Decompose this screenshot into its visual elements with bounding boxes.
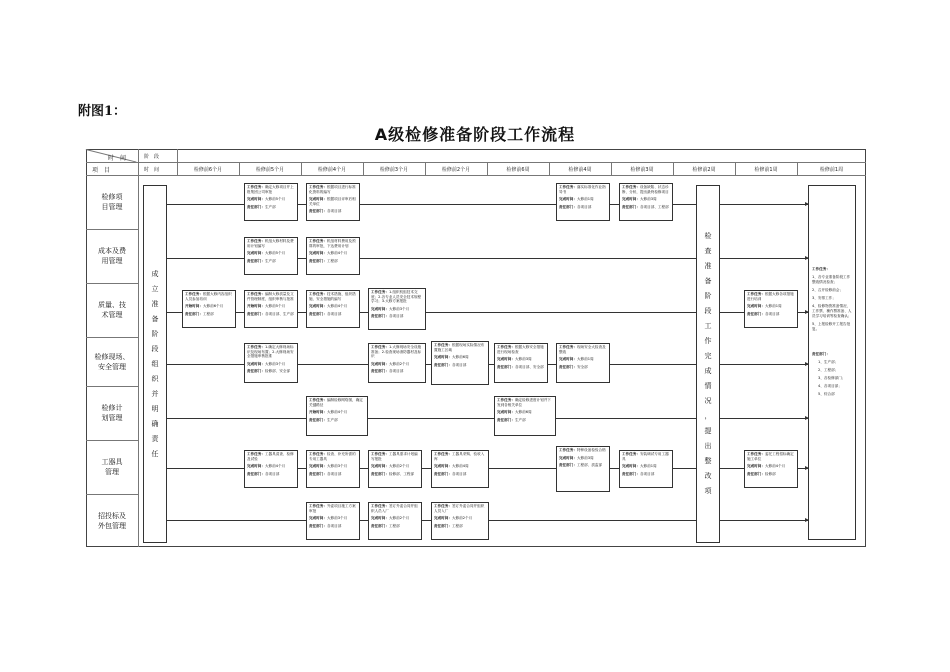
vertical-char: 阶 xyxy=(704,292,712,300)
flow-arrow xyxy=(720,204,808,205)
row-divider xyxy=(86,283,138,284)
end-resp-title: 责任部门： xyxy=(812,352,830,356)
vertical-char: 备 xyxy=(704,277,712,285)
task-resp: 责任部门：各项目部 xyxy=(434,362,467,367)
task-resp: 责任部门：检修部 xyxy=(747,471,776,476)
time-sub-label: 时 间 xyxy=(144,167,160,173)
vertical-char: 成 xyxy=(151,269,159,278)
row-label: 检修项 目管理 xyxy=(101,193,123,211)
task-box xyxy=(306,237,360,275)
task-done-time: 完成时间：大修前1周 xyxy=(622,464,657,469)
task-resp: 责任部门：安全部 xyxy=(559,364,588,369)
task-text: 工作任务：根据现场实际情况布置施工区域 xyxy=(434,343,485,352)
vertical-char: 完 xyxy=(704,352,712,360)
task-box xyxy=(244,343,298,383)
task-done-time: 完成时间：大修前4周 xyxy=(434,464,469,469)
vertical-char: 工 xyxy=(704,322,712,330)
task-done-time: 完成时间：大修前3个月 xyxy=(309,464,348,469)
column-header: 检修前1周 xyxy=(754,167,778,173)
vertical-char: 作 xyxy=(704,337,712,345)
task-text: 工作任务：1.确定大修现场标识及现场布置；2.大修现场安全措施审核批准 xyxy=(247,345,294,359)
task-done-time: 完成时间：大修前3个月 xyxy=(309,516,348,521)
task-resp: 责任部门：各项目部、安全部 xyxy=(497,364,544,369)
task-box xyxy=(244,450,298,488)
column-header: 检修前2周 xyxy=(692,167,716,173)
task-box xyxy=(431,341,489,385)
task-text: 工作任务：编制检修网络图，确定关键路径 xyxy=(309,398,363,407)
task-resp: 责任部门：工程部 xyxy=(434,523,463,528)
phase-label: 阶 段 xyxy=(144,154,160,160)
task-box xyxy=(306,183,360,221)
task-done-time: 完成时间：大修前2个月 xyxy=(371,516,410,521)
task-text: 工作任务：检查、补充所需的专用工器具 xyxy=(309,452,356,461)
task-text: 工作任务：根据项目进行标准化资料的编写 xyxy=(309,185,356,194)
flow-arrow xyxy=(720,418,808,419)
attachment-label: 附图1： xyxy=(78,104,127,119)
task-resp: 责任部门：生产部 xyxy=(309,417,338,422)
task-box xyxy=(619,450,673,488)
vertical-char: ， xyxy=(704,412,712,420)
task-resp: 责任部门：各项目部 xyxy=(434,471,467,476)
task-resp: 责任部门：各项目部 xyxy=(371,314,404,319)
task-box xyxy=(368,450,422,488)
column-header: 检修前4个月 xyxy=(317,167,347,173)
task-text: 工作任务：工器具需求计划编写报批 xyxy=(371,452,418,461)
task-text: 工作任务：签订外委合同并组织人员入厂 xyxy=(434,504,485,513)
task-done-time: 完成时间：大修前6周 xyxy=(497,410,532,415)
right-phase-box xyxy=(696,185,720,543)
task-text: 工作任务：签订外委合同并组织人员入厂 xyxy=(371,504,418,513)
task-text: 工作任务：外委项目施工方案审批 xyxy=(309,504,356,513)
task-done-time: 完成时间：大修前4个月 xyxy=(747,464,786,469)
vertical-char: 情 xyxy=(704,382,712,390)
vertical-char: 阶 xyxy=(151,329,159,338)
task-start-time: 开始时间：大修前5个月 xyxy=(247,304,286,309)
column-header: 检修前6个月 xyxy=(193,167,223,173)
end-content-title: 工作任务： xyxy=(812,267,830,271)
task-resp: 责任部门：各项目部 xyxy=(559,204,592,209)
task-done-time: 完成时间：大修前3个月 xyxy=(371,306,410,311)
task-text: 工作任务：设备缺陷、状态诊断、分析，提出最终检修项目 xyxy=(622,185,669,194)
task-text: 工作任务：安装调试专用工器具 xyxy=(622,452,669,461)
end-resp-list xyxy=(812,360,852,397)
task-done-time: 完成时间：大修前3个月 xyxy=(247,361,286,366)
task-done-time: 完成时间：大修前3周 xyxy=(622,197,657,202)
task-resp: 责任部门：各项目部 xyxy=(247,471,280,476)
vertical-char: 责 xyxy=(151,434,159,443)
task-resp: 责任部门：检修部、安全部 xyxy=(247,369,291,374)
task-done-time: 完成时间：大修前4个月 xyxy=(309,251,348,256)
end-resp-item: 3、各检修部门； xyxy=(818,376,846,380)
task-resp: 责任部门：检修部、工程部 xyxy=(371,471,415,476)
vertical-char: 明 xyxy=(151,404,159,413)
row-label: 检修计 划管理 xyxy=(101,404,123,422)
vertical-char: 确 xyxy=(151,419,159,428)
row-divider xyxy=(86,494,138,495)
vertical-char: 组 xyxy=(151,359,159,368)
task-resp: 责任部门：各项目部 xyxy=(309,209,342,214)
row-label: 检修现场、 安全管理 xyxy=(94,352,130,371)
vertical-char: 况 xyxy=(704,397,712,405)
task-resp: 责任部门：工程部、质监部 xyxy=(559,463,603,468)
vertical-char: 准 xyxy=(151,299,159,308)
left-phase-box xyxy=(143,185,167,543)
task-box xyxy=(306,396,368,436)
vertical-char: 准 xyxy=(704,262,712,270)
vertical-char: 段 xyxy=(704,307,712,315)
task-resp: 责任部门：工程部 xyxy=(309,258,338,263)
task-text: 工作任务：机组大修材料及费用计划编写 xyxy=(247,239,294,248)
task-box xyxy=(368,343,426,383)
vertical-char: 检 xyxy=(704,232,712,240)
flow-line xyxy=(167,418,696,419)
row-label: 成本及费 用管理 xyxy=(98,247,126,265)
task-start-time: 开始时间：大修前6个月 xyxy=(185,304,224,309)
task-box xyxy=(556,343,610,383)
vertical-char: 出 xyxy=(704,442,712,450)
task-done-time: 完成时间：大修前1周 xyxy=(559,197,594,202)
task-text: 工作任务：根据大修安全措施进行现场检查 xyxy=(497,345,544,354)
flow-arrow xyxy=(720,258,808,259)
end-resp-item: 2、工程部； xyxy=(818,368,839,372)
task-box xyxy=(556,446,610,492)
task-done-time: 完成时间：大修前4个月 xyxy=(309,304,348,309)
item-label: 项 目 xyxy=(92,167,111,174)
end-resp-item: 5、综合部 xyxy=(818,392,835,396)
task-text: 工作任务：确定大修项目并上报集团公司审批 xyxy=(247,185,294,194)
row-divider xyxy=(86,229,138,230)
task-box xyxy=(494,396,556,436)
vertical-char: 任 xyxy=(151,449,159,458)
task-box xyxy=(244,237,298,275)
end-resp-item: 4、各项目部； xyxy=(818,384,842,388)
vertical-char: 立 xyxy=(151,284,159,293)
task-done-time: 完成时间：大修前5个月 xyxy=(247,197,286,202)
column-header: 检修前4周 xyxy=(568,167,592,173)
row-label: 质量、技 术管理 xyxy=(98,301,126,319)
task-resp: 责任部门：各项目部 xyxy=(309,471,342,476)
task-box xyxy=(182,290,236,328)
task-resp: 责任部门：各项目部、工程部 xyxy=(622,204,669,209)
task-text: 工作任务：工器具采购、验收入库 xyxy=(434,452,485,461)
task-start-time: 开始时间：大修前4个月 xyxy=(309,410,348,415)
vertical-char: 改 xyxy=(704,472,712,480)
task-text: 工作任务：1.组织机组技术交底；2.各专业人员安全技术规程学习；3.大修方案报批 xyxy=(371,290,422,304)
task-done-time: 完成时间：大修前1周 xyxy=(559,357,594,362)
task-text: 工作任务：委托工程招标确定施工单位 xyxy=(747,452,794,461)
task-box xyxy=(431,450,489,488)
task-resp: 责任部门：各项目部 xyxy=(622,471,655,476)
task-done-time: 完成时间：大修前2个月 xyxy=(434,516,473,521)
task-done-time: 完成时间：大修前6周 xyxy=(434,355,469,360)
row-divider xyxy=(86,440,138,441)
flow-arrow xyxy=(720,364,808,365)
end-content-item: 5、上报检修开工报告批复。 xyxy=(812,322,851,331)
task-box xyxy=(494,343,548,383)
task-box xyxy=(244,183,298,221)
header-divider-mid xyxy=(86,162,866,163)
vertical-char: 提 xyxy=(704,427,712,435)
task-box xyxy=(368,288,426,330)
row-label: 招投标及 外包管理 xyxy=(98,511,126,530)
task-box xyxy=(306,450,360,488)
task-resp: 责任部门：各项目部 xyxy=(309,523,342,528)
task-resp: 责任部门：工程部 xyxy=(185,311,214,316)
header-divider-bottom xyxy=(86,175,866,176)
vertical-char: 并 xyxy=(151,389,159,398)
column-header: 检修前3周 xyxy=(630,167,654,173)
task-text: 工作任务：工器具清查、检修及试验 xyxy=(247,452,294,461)
column-header: 检修前6周 xyxy=(506,167,530,173)
task-resp: 责任部门：生产部 xyxy=(497,417,526,422)
end-content-item: 4、检修物资准备情况、工作票、操作票准备、人员学习培训等检查确认； xyxy=(812,304,852,318)
task-box xyxy=(619,183,673,221)
task-text: 工作任务：编制大修质量及文件管理制度，组织审核与批准 xyxy=(247,292,294,301)
row-divider xyxy=(86,337,138,338)
task-box xyxy=(244,290,298,328)
end-content-list xyxy=(812,275,852,332)
column-divider xyxy=(177,149,178,162)
vertical-char: 备 xyxy=(151,314,159,323)
task-resp: 责任部门：各项目部 xyxy=(747,311,780,316)
column-header: 检修前3个月 xyxy=(379,167,409,173)
task-resp: 责任部门：各项目部 xyxy=(309,311,342,316)
end-resp-item: 1、生产部； xyxy=(818,360,839,364)
task-text: 工作任务：1.大修现场安全设施准备；2.检查现场消防器材及标识 xyxy=(371,345,422,359)
task-box xyxy=(368,502,422,540)
end-content-item: 1、各专业准备阶段工作整改情况检查； xyxy=(812,275,851,284)
task-done-time: 完成时间：大修前1周 xyxy=(747,304,782,309)
task-done-time: 完成时间：大修前2个月 xyxy=(371,361,410,366)
end-content-item: 3、安排工作； xyxy=(812,296,836,300)
vertical-char: 项 xyxy=(704,487,712,495)
task-box xyxy=(306,290,360,328)
task-text: 工作任务：落实标准化作业指导书 xyxy=(559,185,606,194)
vertical-char: 成 xyxy=(704,367,712,375)
vertical-char: 段 xyxy=(151,344,159,353)
column-header: 检修前2个月 xyxy=(441,167,471,173)
end-summary-box xyxy=(808,185,856,540)
row-divider xyxy=(86,386,138,387)
task-box xyxy=(744,290,798,328)
column-header: 检修前1周 xyxy=(819,167,844,173)
task-box xyxy=(744,450,798,488)
flow-arrow xyxy=(720,520,808,521)
task-resp: 责任部门：各项目部、生产部 xyxy=(247,311,294,316)
task-text: 工作任务：技术措施、组织措施、安全措施的编写 xyxy=(309,292,356,301)
time-label: 时 间 xyxy=(108,155,127,162)
task-box xyxy=(556,183,610,221)
task-box xyxy=(306,502,360,540)
task-done-time: 完成时间：大修前5个月 xyxy=(247,251,286,256)
end-content-item: 2、召开检修前会； xyxy=(812,288,844,292)
task-done-time: 完成时间：大修前3周 xyxy=(497,357,532,362)
row-label: 工器具 管理 xyxy=(101,458,123,476)
task-resp: 责任部门：生产部 xyxy=(247,204,276,209)
task-resp: 责任部门：各项目部 xyxy=(371,369,404,374)
task-box xyxy=(431,502,489,540)
task-done-time: 完成时间：大修前2个月 xyxy=(371,464,410,469)
task-text: 工作任务：特种设备检验合格 xyxy=(559,448,606,452)
task-done-time: 完成时间：大修前4个月 xyxy=(247,464,286,469)
vertical-char: 查 xyxy=(704,247,712,255)
page-title: A级检修准备阶段工作流程 xyxy=(374,125,576,144)
vertical-char: 整 xyxy=(704,457,712,465)
task-text: 工作任务：根据大修各项措施进行培训 xyxy=(747,292,794,301)
vertical-char: 织 xyxy=(151,374,159,383)
column-header: 检修前5个月 xyxy=(255,167,285,173)
task-resp: 责任部门：生产部 xyxy=(247,258,276,263)
task-text: 工作任务：确定检修进度计划并下发到各相关单位 xyxy=(497,398,551,407)
label-col-divider xyxy=(138,149,139,547)
task-done-time: 完成时间：根据项目评审后相关单位 xyxy=(309,197,356,206)
task-text: 工作任务：机组材料费用及预算的审批，下达费用计划 xyxy=(309,239,356,248)
task-text: 工作任务：根据大修内容组织人员参加培训 xyxy=(185,292,232,301)
task-resp: 责任部门：工程部 xyxy=(371,523,400,528)
task-done-time: 完成时间：大修前3周 xyxy=(559,455,594,460)
task-text: 工作任务：现场安全大检查及整改 xyxy=(559,345,606,354)
